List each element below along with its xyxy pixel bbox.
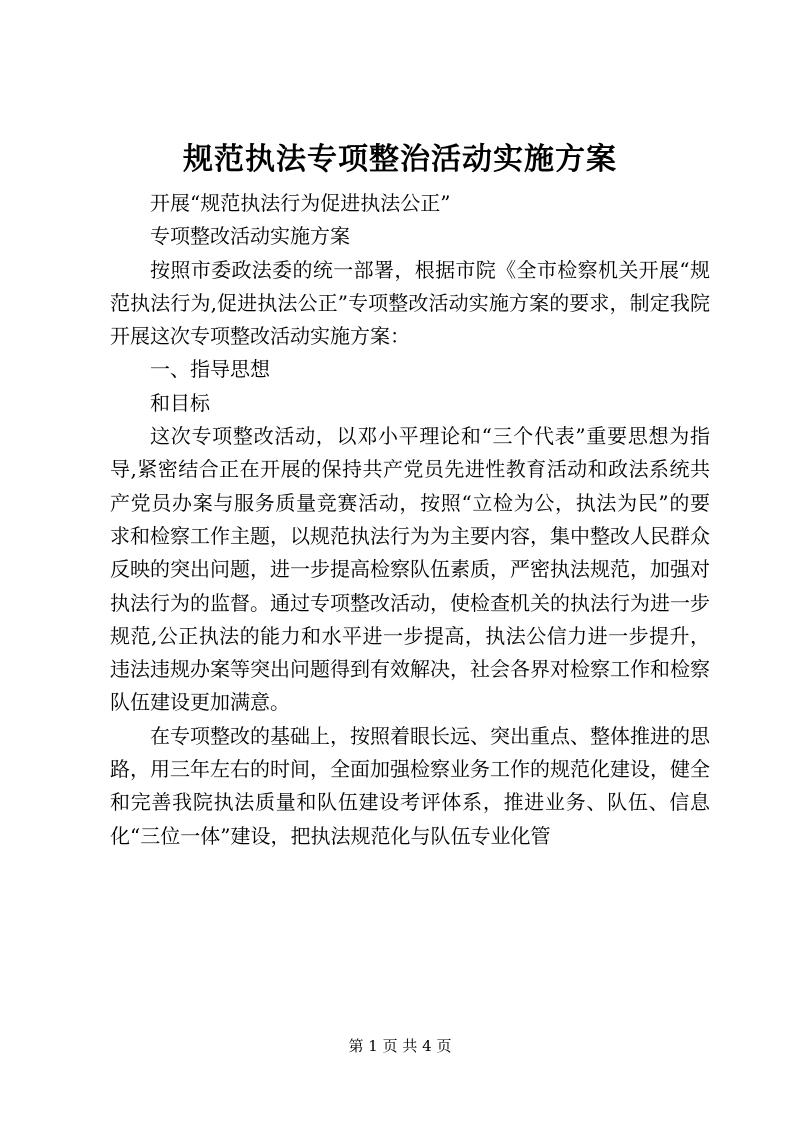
section-heading-goals: 和目标 bbox=[150, 390, 210, 415]
paragraph-heading-2: 专项整改活动实施方案 bbox=[150, 224, 350, 249]
page-number-footer: 第 1 页 共 4 页 bbox=[348, 1037, 452, 1055]
paragraph-intro: 按照市委政法委的统一部署，根据市院《全市检察机关开展“规范执法行为,促进执法公正”专项整改活动实施方案的要求，制定我院开展这次专项整改活动实施方案： bbox=[110, 257, 710, 349]
section-heading-guiding-ideology: 一、指导思想 bbox=[150, 357, 270, 382]
paragraph-long-term-plan: 在专项整改的基础上，按照着眼长远、突出重点、整体推进的思路，用三年左右的时间，全面加强检察业务工作的规范化建设，健全和完善我院执法质量和队伍建设考评体系，推进业务、队伍、信息化“三位一体”建设，把执法规范化与队伍专业化管 bbox=[110, 723, 710, 848]
document-body bbox=[110, 187, 710, 853]
document-title: 规范执法专项整治活动实施方案 bbox=[183, 142, 617, 177]
paragraph-activity-description: 这次专项整改活动，以邓小平理论和“三个代表”重要思想为指导,紧密结合正在开展的保持共产党员先进性教育活动和政法系统共产党员办案与服务质量竞赛活动，按照“立检为公，执法为民”的要求和检察工作主题，以规范执法行为为主要内容，集中整改人民群众反映的突出问题，进一步提高检察队伍素质，严密执法规范，加强对执法行为的监督。通过专项整改活动，使检查机关的执法行为进一步规范,公正执法的能力和水平进一步提高，执法公信力进一步提升，违法违规办案等突出问题得到有效解决，社会各界对检察工作和检察队伍建设更加满意。 bbox=[110, 424, 710, 715]
paragraph-heading-1: 开展“规范执法行为促进执法公正” bbox=[150, 191, 451, 215]
